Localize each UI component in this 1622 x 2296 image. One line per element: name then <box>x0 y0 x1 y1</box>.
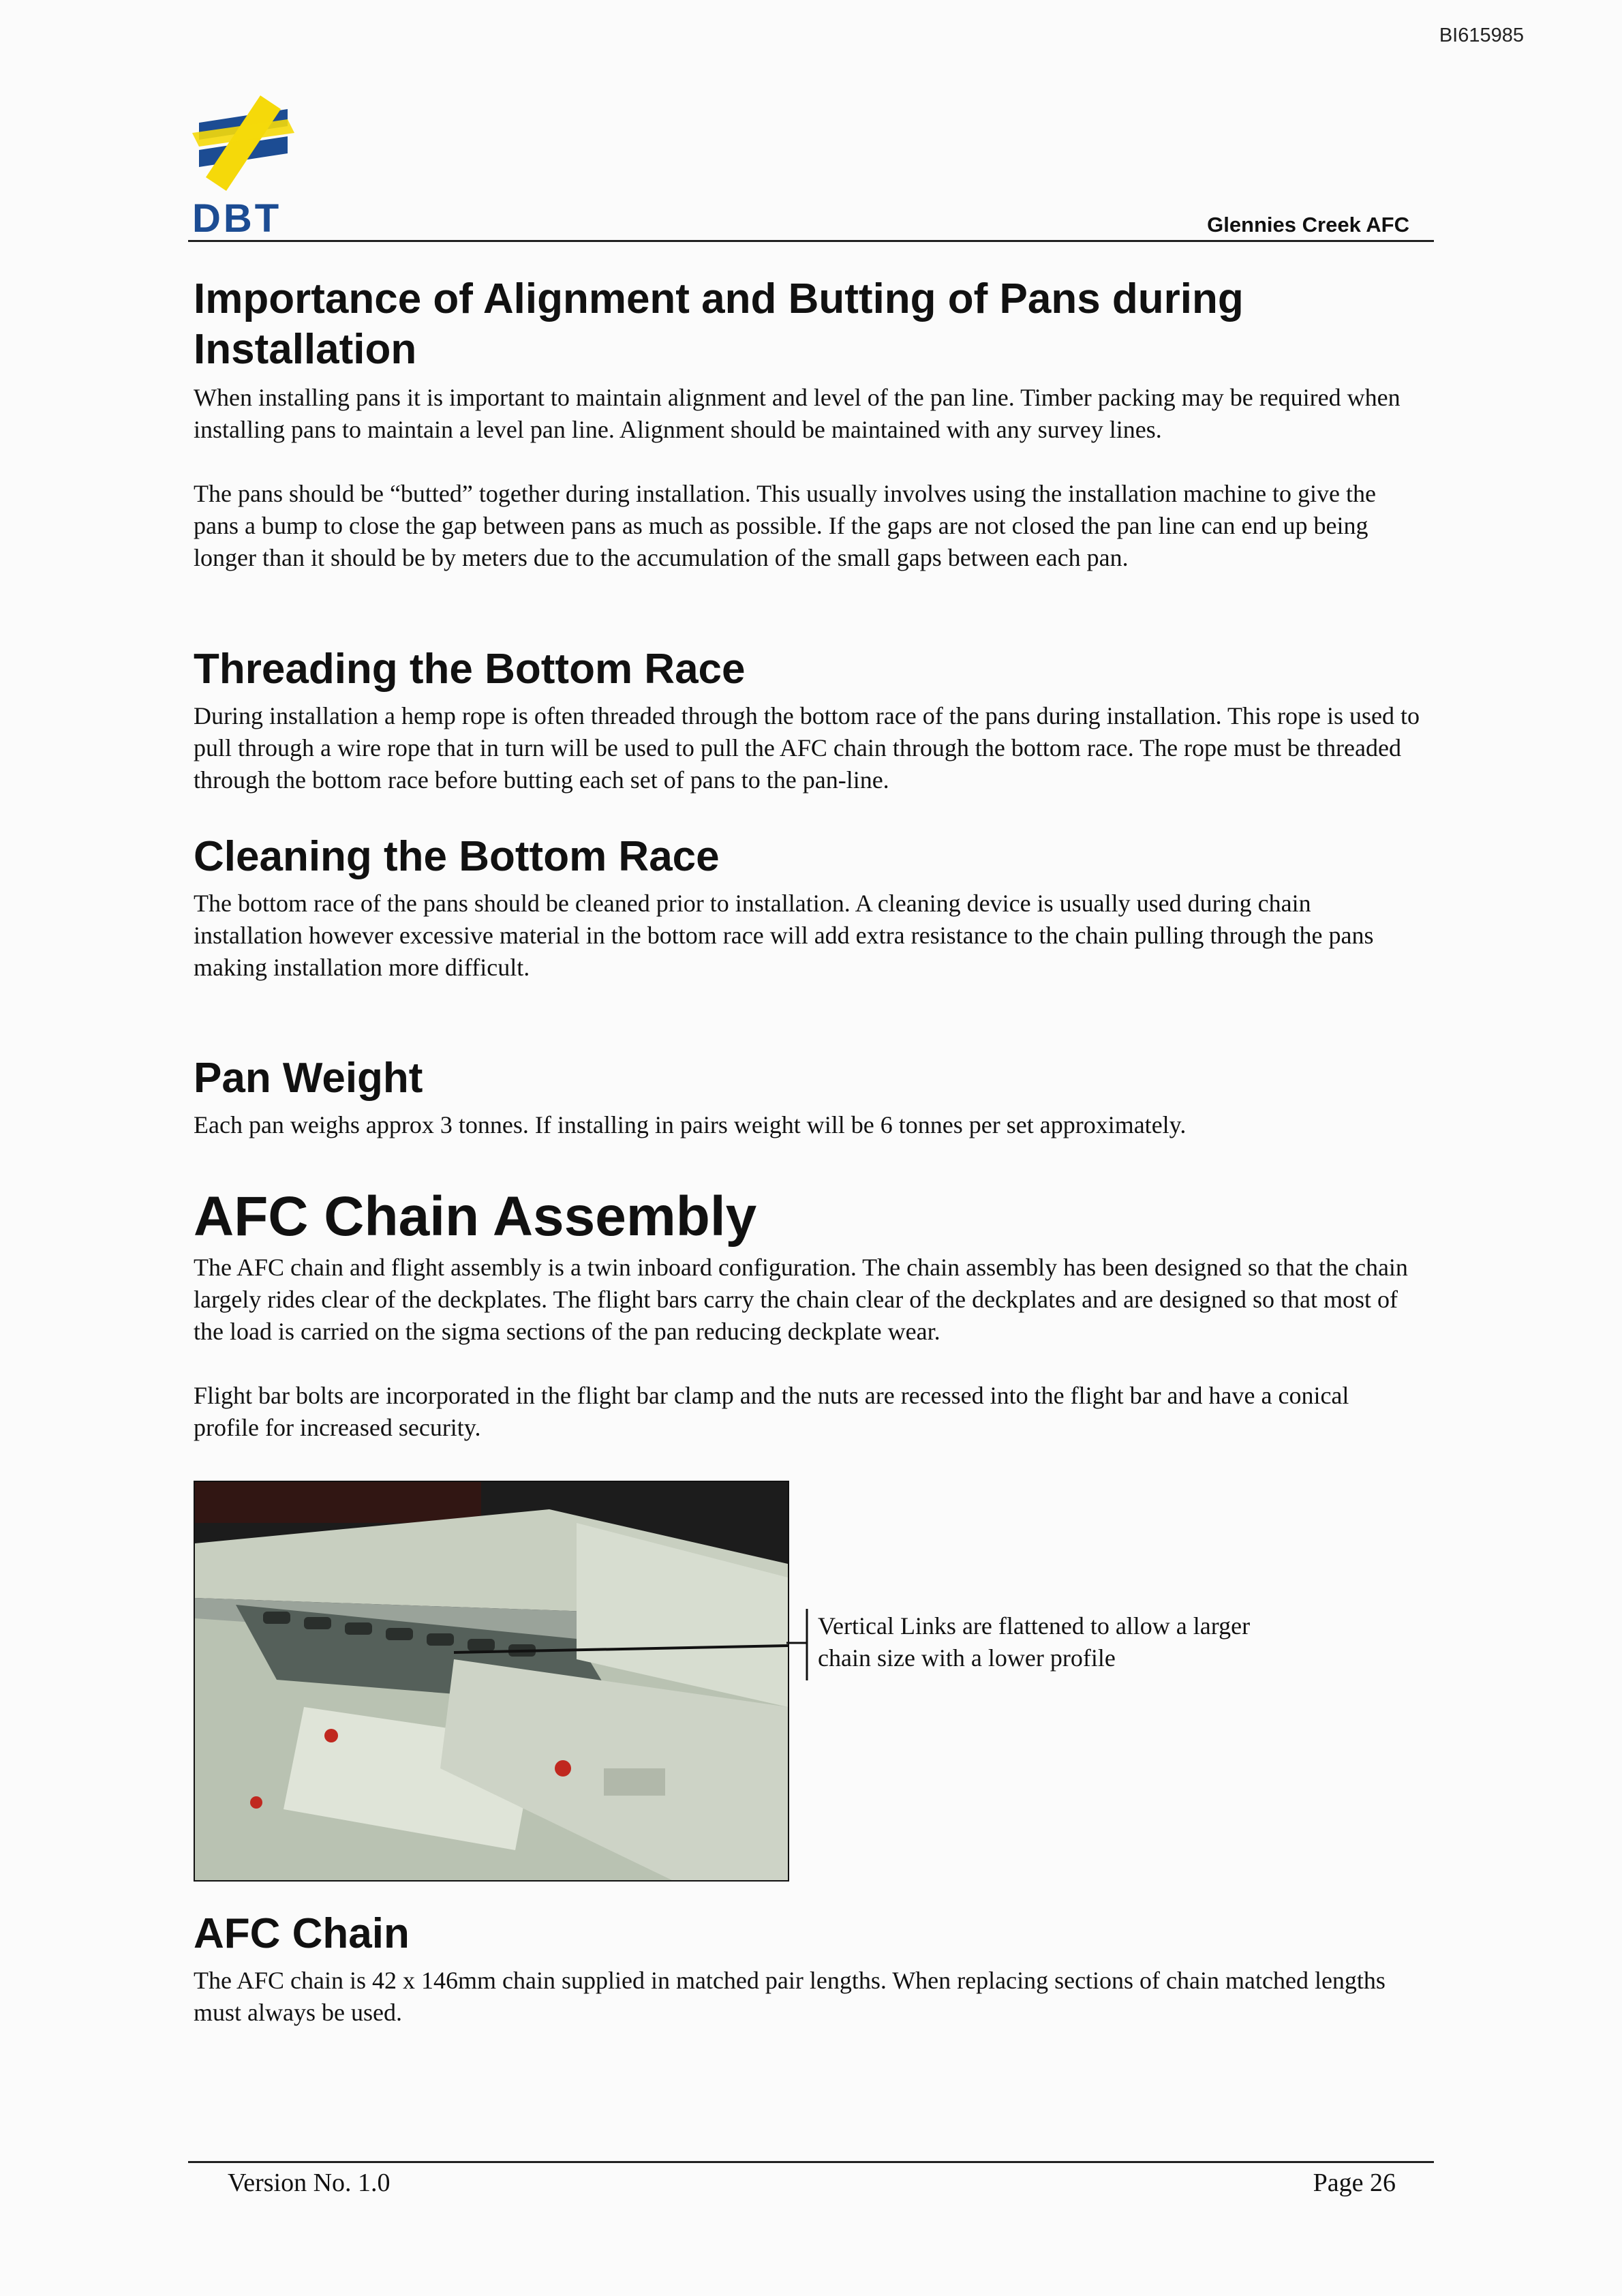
paragraph: The bottom race of the pans should be cleaned prior to installation. A cleaning device is usually used during chain installation however excessive material in the bottom race will add extra resistance to the chain pulling through the pans making installation more difficult. <box>194 890 1374 981</box>
paragraph: The AFC chain is 42 x 146mm chain supplied in matched pair lengths. When replacing sections of chain matched lengths must always be used. <box>194 1967 1386 2026</box>
section-heading: Pan Weight <box>194 1055 423 1102</box>
section-heading: Threading the Bottom Race <box>194 646 746 693</box>
chapter-heading: AFC Chain Assembly <box>194 1185 757 1248</box>
dbt-logo-mark-icon <box>192 95 294 198</box>
chain-assembly-photo <box>194 1481 789 1882</box>
footer-page-number: Page 26 <box>1313 2169 1396 2197</box>
logo-text: DBT <box>192 196 282 241</box>
callout-bracket-icon <box>786 1602 818 1684</box>
paragraph: Each pan weighs approx 3 tonnes. If installing in pairs weight will be 6 tonnes per set approximately. <box>194 1111 1187 1138</box>
section-pan-weight <box>194 1053 1420 1141</box>
section-heading: Importance of Alignment and Butting of Pans during Installation <box>194 275 1244 373</box>
photo-callout: Vertical Links are flattened to allow a larger chain size with a lower profile <box>818 1612 1251 1672</box>
footer-rule <box>188 2161 1434 2163</box>
paragraph: The AFC chain and flight assembly is a twin inboard configuration. The chain assembly has been designed so that the chain largely rides clear of the deckplates. The flight bars carry the chain clear of the deckplates and are designed so that most of the load is carried on the sigma sections of the pan reducing deckplate wear. <box>194 1254 1408 1345</box>
paragraph: When installing pans it is important to maintain alignment and level of the pan line. Timber packing may be required when installing pans to maintain a level pan line. Alignment should be maintained with any survey lines. <box>194 384 1401 443</box>
paragraph: During installation a hemp rope is often threaded through the bottom race of the pans during installation. This rope is used to pull through a wire rope that in turn will be used to pull the AFC chain through the bottom race. The rope must be threaded through the bottom race before butting each set of pans to the pan-line. <box>194 702 1420 794</box>
section-heading: Cleaning the Bottom Race <box>194 833 720 880</box>
document-id: BI615985 <box>1439 25 1524 46</box>
section-afc-chain <box>194 1909 1420 2029</box>
section-heading: AFC Chain <box>194 1910 410 1957</box>
paragraph: The pans should be “butted” together during installation. This usually involves using the installation machine to give the pans a bump to close the gap between pans as much as possible. If the gaps are not closed the pan line can end up being longer than it should be by meters due to the accumulation of the small gaps between each pan. <box>194 480 1377 571</box>
section-cleaning <box>194 832 1420 984</box>
footer-version: Version No. 1.0 <box>228 2169 391 2197</box>
section-threading <box>194 644 1420 796</box>
section-alignment <box>194 274 1420 574</box>
header-rule <box>188 240 1434 242</box>
dbt-logo <box>192 95 294 239</box>
header-title: Glennies Creek AFC <box>1207 213 1409 237</box>
paragraph: Flight bar bolts are incorporated in the flight bar clamp and the nuts are recessed into the flight bar and have a conical profile for increased security. <box>194 1382 1349 1441</box>
section-afc-chain-assembly <box>194 1185 1420 1444</box>
